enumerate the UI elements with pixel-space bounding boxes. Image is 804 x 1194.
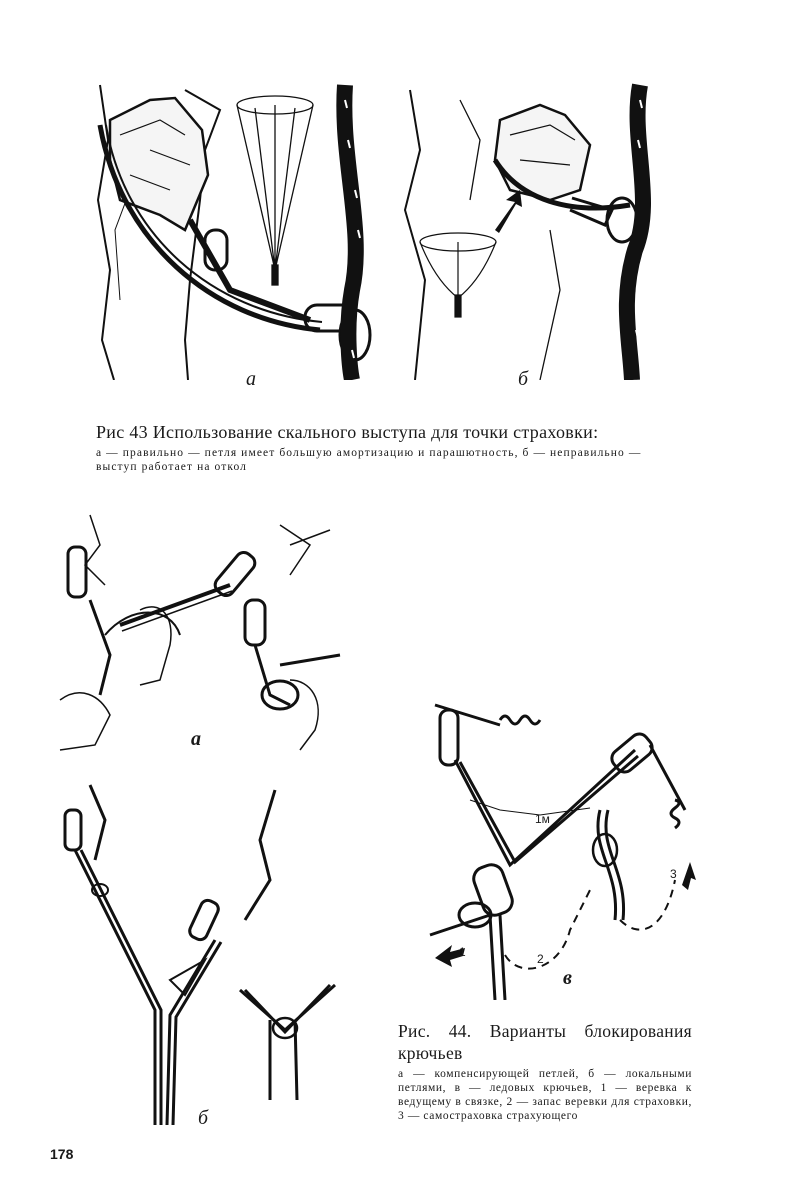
figure-44b-label: б <box>198 1107 209 1129</box>
figure-43a-label: а <box>246 368 256 390</box>
figure-43-description: а — правильно — петля имеет большую амортизацию и парашютность, б — неправильно — выступ работает на откол <box>96 447 642 473</box>
figure-44v-mark-1m: 1м <box>535 812 550 826</box>
figure-44-title-word: 44. <box>448 1021 472 1041</box>
figure-44-title-line2: крючьев <box>398 1043 463 1063</box>
figure-43a-illustration <box>90 80 390 380</box>
figure-44-title-word: блокирования <box>584 1021 692 1041</box>
figure-44b-illustration <box>45 780 345 1125</box>
figure-43b-illustration <box>400 80 680 380</box>
figure-44v-mark-1: 1 <box>459 945 466 959</box>
figure-43-title: Рис 43 Использование скального выступа для точки страховки: <box>96 422 599 442</box>
figure-44-title-word: Варианты <box>489 1021 567 1041</box>
figure-44v-mark-2: 2 <box>537 952 544 966</box>
figure-44v-mark-3: 3 <box>670 867 677 881</box>
figure-44-title-word: Рис. <box>398 1021 431 1041</box>
page-number: 178 <box>50 1146 74 1162</box>
figure-44v-label: в <box>563 967 572 989</box>
figure-44-title-line1 <box>398 1020 692 1042</box>
figure-44-description: а — компенсирующей петлей, б — локальными петлями, в — ледовых крючьев, 1 — веревка к ведущему в связке, 2 — запас веревки для страховки, 3 — самостраховка страхующего <box>398 1068 692 1122</box>
figure-44a-label: а <box>191 728 201 750</box>
figure-43b-label: б <box>518 368 529 390</box>
figure-43-caption <box>96 421 656 474</box>
figure-44-caption <box>398 1020 692 1123</box>
